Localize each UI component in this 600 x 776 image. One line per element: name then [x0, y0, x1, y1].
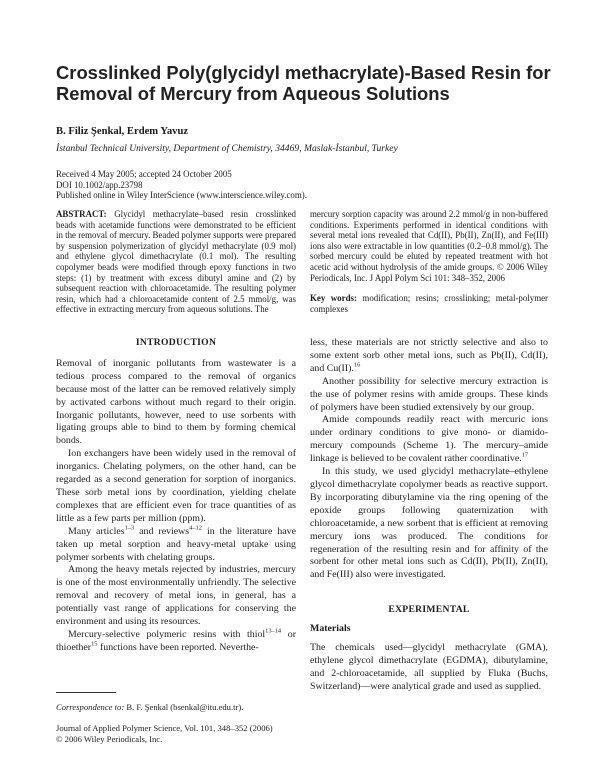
- intro-r1-text: less, these materials are not strictly selective and also to some extent sorb other metal ions, such as Pb(II), Cd(II), and Cu(II).: [310, 337, 548, 374]
- citation-17: 17: [521, 451, 529, 459]
- intro-paragraph-6: [310, 337, 548, 376]
- intro-p3-text-a: Many articles: [68, 525, 125, 537]
- intro-p5-text-c: functions have been reported. Neverthe-: [97, 641, 259, 653]
- intro-paragraph-3: [56, 526, 296, 565]
- intro-paragraph-7: Another possibility for selective mercury extraction is the use of polymer resins with amide groups. These kinds of polymers have been studied extensively by our group.: [310, 375, 548, 413]
- copyright-line: © 2006 Wiley Periodicals, Inc.: [56, 733, 163, 744]
- keywords-text: modification; resins; crosslinking; metal-polymer complexes: [310, 293, 548, 314]
- intro-r3-text: Amide compounds readily react with mercuric ions under ordinary conditions to give mono- or diamido-mercury compounds (Scheme 1). The mercury–amide linkage is believed to be covalent rather coordinative.: [310, 414, 548, 465]
- citation-4-12: 4–12: [189, 524, 202, 532]
- abstract-label: ABSTRACT:: [56, 209, 107, 219]
- journal-info: [56, 723, 273, 744]
- correspondence-text: B. F. Şenkal (bsenkal@itu.edu.tr).: [124, 702, 244, 712]
- abstract-right-column: [310, 209, 548, 314]
- citation-15: 15: [91, 640, 98, 648]
- keywords: [310, 293, 548, 314]
- materials-paragraph: The chemicals used—glycidyl methacrylate (GMA), ethylene glycol dimethacrylate (EGDMA), dibutylamine, and 2-chloroacetamide, all supplied by Fluka (Buchs, Switzerland)—were analytical grade and used as supplied.: [310, 642, 548, 692]
- article-title: [56, 62, 556, 104]
- body-right-column: [310, 337, 548, 694]
- received-date: Received 4 May 2005; accepted 24 October 2005: [56, 169, 232, 179]
- citation-13-14: 13–14: [265, 627, 282, 635]
- published-online: Published online in Wiley InterScience (www.interscience.wiley.com).: [56, 190, 307, 201]
- intro-p5-text-a: Mercury-selective polymeric resins with thiol: [68, 628, 266, 640]
- body-left-column: [56, 337, 296, 655]
- intro-paragraph-2: Ion exchangers have been widely used in the removal of inorganics. Chelating polymers, on the other hand, can be regarded as a second generation for sorption of inorganics. These sorb metal ions by coordination, yielding chelate complexes that are efficient even for trace quantities of as little as a few parts per million (ppm).: [56, 448, 296, 524]
- materials-subheading: Materials: [310, 623, 351, 635]
- abstract-text-left: Glycidyl methacrylate–based resin crosslinked beads with acetamide functions were demonstrated to be efficient in the removal of mercury. Beaded polymer supports were prepared by suspension polymerization of glycidyl methacrylate (0.9 mol) and ethylene glycol dimethacrylate (0.1 mol). The resulting copolymer beads were modified through epoxy functions in two steps: (1) by treatment with excess dibutyl amine and (2) by subsequent reaction with chloroacetamide. The resulting polymer resin, which had a chloroacetamide content of 2.5 mmol/g, was effective in extracting mercury from aqueous solutions. The: [56, 209, 296, 315]
- title-line-2: Removal of Mercury from Aqueous Solutions: [56, 83, 450, 104]
- experimental-heading: EXPERIMENTAL: [388, 604, 470, 616]
- citation-1-3: 1–3: [124, 524, 135, 532]
- footnote-divider: [56, 692, 116, 693]
- intro-p3-text-b: and reviews: [134, 525, 190, 537]
- author-list: B. Filiz Şenkal, Erdem Yavuz: [56, 126, 189, 137]
- introduction-heading: INTRODUCTION: [135, 337, 217, 348]
- title-line-1: Crosslinked Poly(glycidyl methacrylate)-Based Resin for: [56, 62, 551, 83]
- intro-p5-text-b: or thioether: [56, 628, 296, 653]
- abstract-left-column: [56, 209, 296, 315]
- affiliation: İstanbul Technical University, Department of Chemistry, 34469, Maslak-İstanbul, Turkey: [56, 143, 398, 154]
- doi: DOI 10.1002/app.23798: [56, 179, 143, 190]
- intro-paragraph-9: In this study, we used glycidyl methacrylate–ethylene glycol dimethacrylate copolymer beads as reactive support. By incorporating dibutylamine via the ring opening of the epoxide groups following quaternization with chloroacetamide, a new sorbent that is efficient at removing mercury ions was produced. The conditions for regeneration of the resulting resin and for affinity of the sorbent for other metal ions such as Cd(II), Pb(II), Zn(II), and Fe(III) also were investigated.: [310, 466, 548, 581]
- abstract-text-right: mercury sorption capacity was around 2.2 mmol/g in non-buffered conditions. Experiments performed in identical conditions with several metal ions revealed that Cd(II), Pb(II), Zn(II), and Fe(III) ions also were extractable in low quantities (0.2–0.8 mmol/g). The sorbed mercury could be eluted by repeated treatment with hot acetic acid without hydrolysis of the amide groups. © 2006 Wiley Periodicals, Inc. J Appl Polym Sci 101: 348–352, 2006: [310, 209, 548, 283]
- intro-paragraph-1: Removal of inorganic pollutants from wastewater is a tedious process compared to the removal of organics because most of the latter can be removed relatively simply by activated carbons without much regard to their origin. Inorganic pollutants, however, need to use sorbents with ligating groups able to bind to them by forming chemical bonds.: [56, 357, 296, 447]
- journal-citation: Journal of Applied Polymer Science, Vol. 101, 348–352 (2006): [56, 723, 273, 733]
- intro-paragraph-4: Among the heavy metals rejected by industries, mercury is one of the most environmentally unfriendly. The selective removal and recovery of metal ions, in general, has a potentially vast range of applications for conserving the environment and using its resources.: [56, 564, 296, 628]
- intro-paragraph-5: [56, 629, 296, 655]
- correspondence-label: Correspondence to:: [56, 702, 125, 712]
- keywords-label: Key words:: [310, 293, 357, 304]
- intro-p3-text-c: in the literature have taken up metal sorption and heavy-metal uptake using polymer sorbents with chelating groups.: [56, 525, 296, 563]
- citation-16: 16: [353, 361, 361, 369]
- article-history: [56, 169, 307, 201]
- correspondence-footnote: [56, 702, 243, 712]
- intro-paragraph-8: [310, 414, 548, 466]
